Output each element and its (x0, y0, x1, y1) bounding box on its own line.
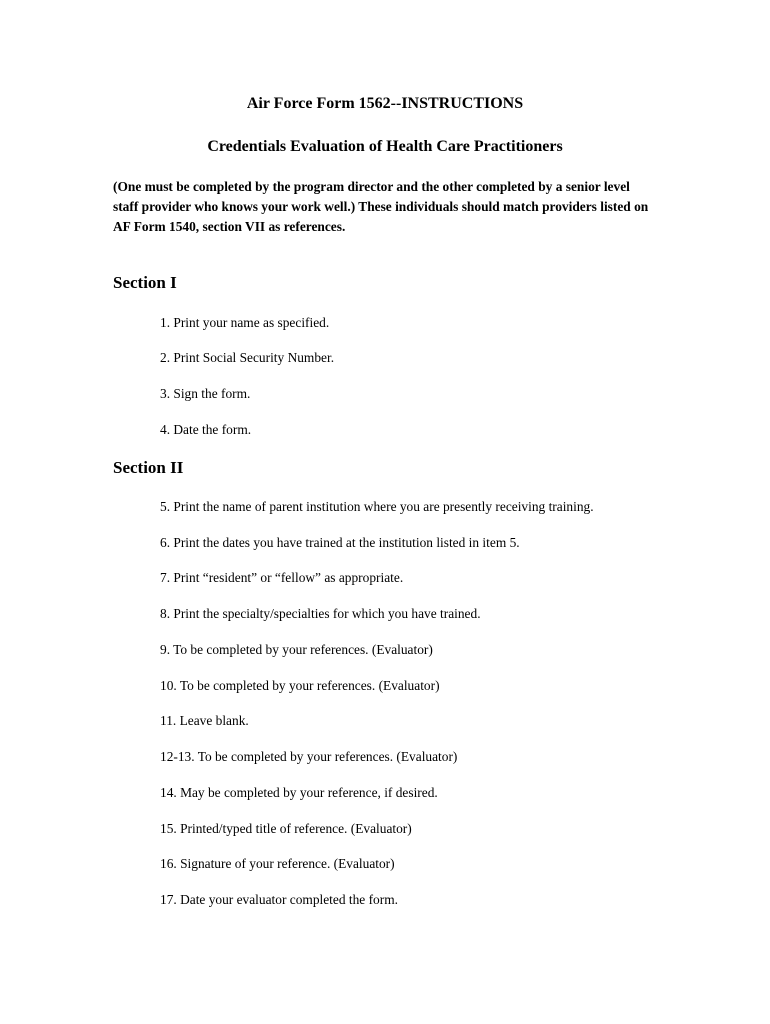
section-2-item-10: 10. To be completed by your references. (Evaluator) (160, 678, 440, 693)
section-2-item-6: 6. Print the dates you have trained at the institution listed in item 5. (160, 535, 520, 550)
section-1-item-4: 4. Date the form. (160, 422, 252, 437)
section-2-item-11: 11. Leave blank. (160, 713, 249, 728)
document-title: Air Force Form 1562--INSTRUCTIONS (246, 95, 524, 112)
section-2-item-15: 15. Printed/typed title of reference. (Evaluator) (160, 821, 412, 836)
section-2-item-16: 16. Signature of your reference. (Evaluator) (160, 856, 395, 871)
section-2-item-8: 8. Print the specialty/specialties for which you have trained. (160, 606, 481, 621)
section-2-item-17: 17. Date your evaluator completed the form. (160, 892, 398, 907)
instructions-note: (One must be completed by the program director and the other completed by a senior level staff provider who knows your work well.) These individuals should match providers listed on AF Form 1540, section VII as references. (113, 179, 649, 234)
document-subtitle: Credentials Evaluation of Health Care Practitioners (207, 138, 563, 155)
section-2-heading: Section II (113, 458, 184, 477)
section-2-item-5: 5. Print the name of parent institution where you are presently receiving training. (160, 499, 594, 514)
section-1-item-2: 2. Print Social Security Number. (160, 350, 335, 365)
section-2-item-14: 14. May be completed by your reference, if desired. (160, 785, 438, 800)
section-2-item-9: 9. To be completed by your references. (Evaluator) (160, 642, 433, 657)
section-1-item-1: 1. Print your name as specified. (160, 315, 330, 330)
section-2-item-7: 7. Print “resident” or “fellow” as appropriate. (160, 570, 404, 585)
section-2-item-12-13: 12-13. To be completed by your references. (Evaluator) (160, 749, 458, 764)
section-1-heading: Section I (113, 273, 177, 292)
section-1-item-3: 3. Sign the form. (160, 386, 251, 401)
